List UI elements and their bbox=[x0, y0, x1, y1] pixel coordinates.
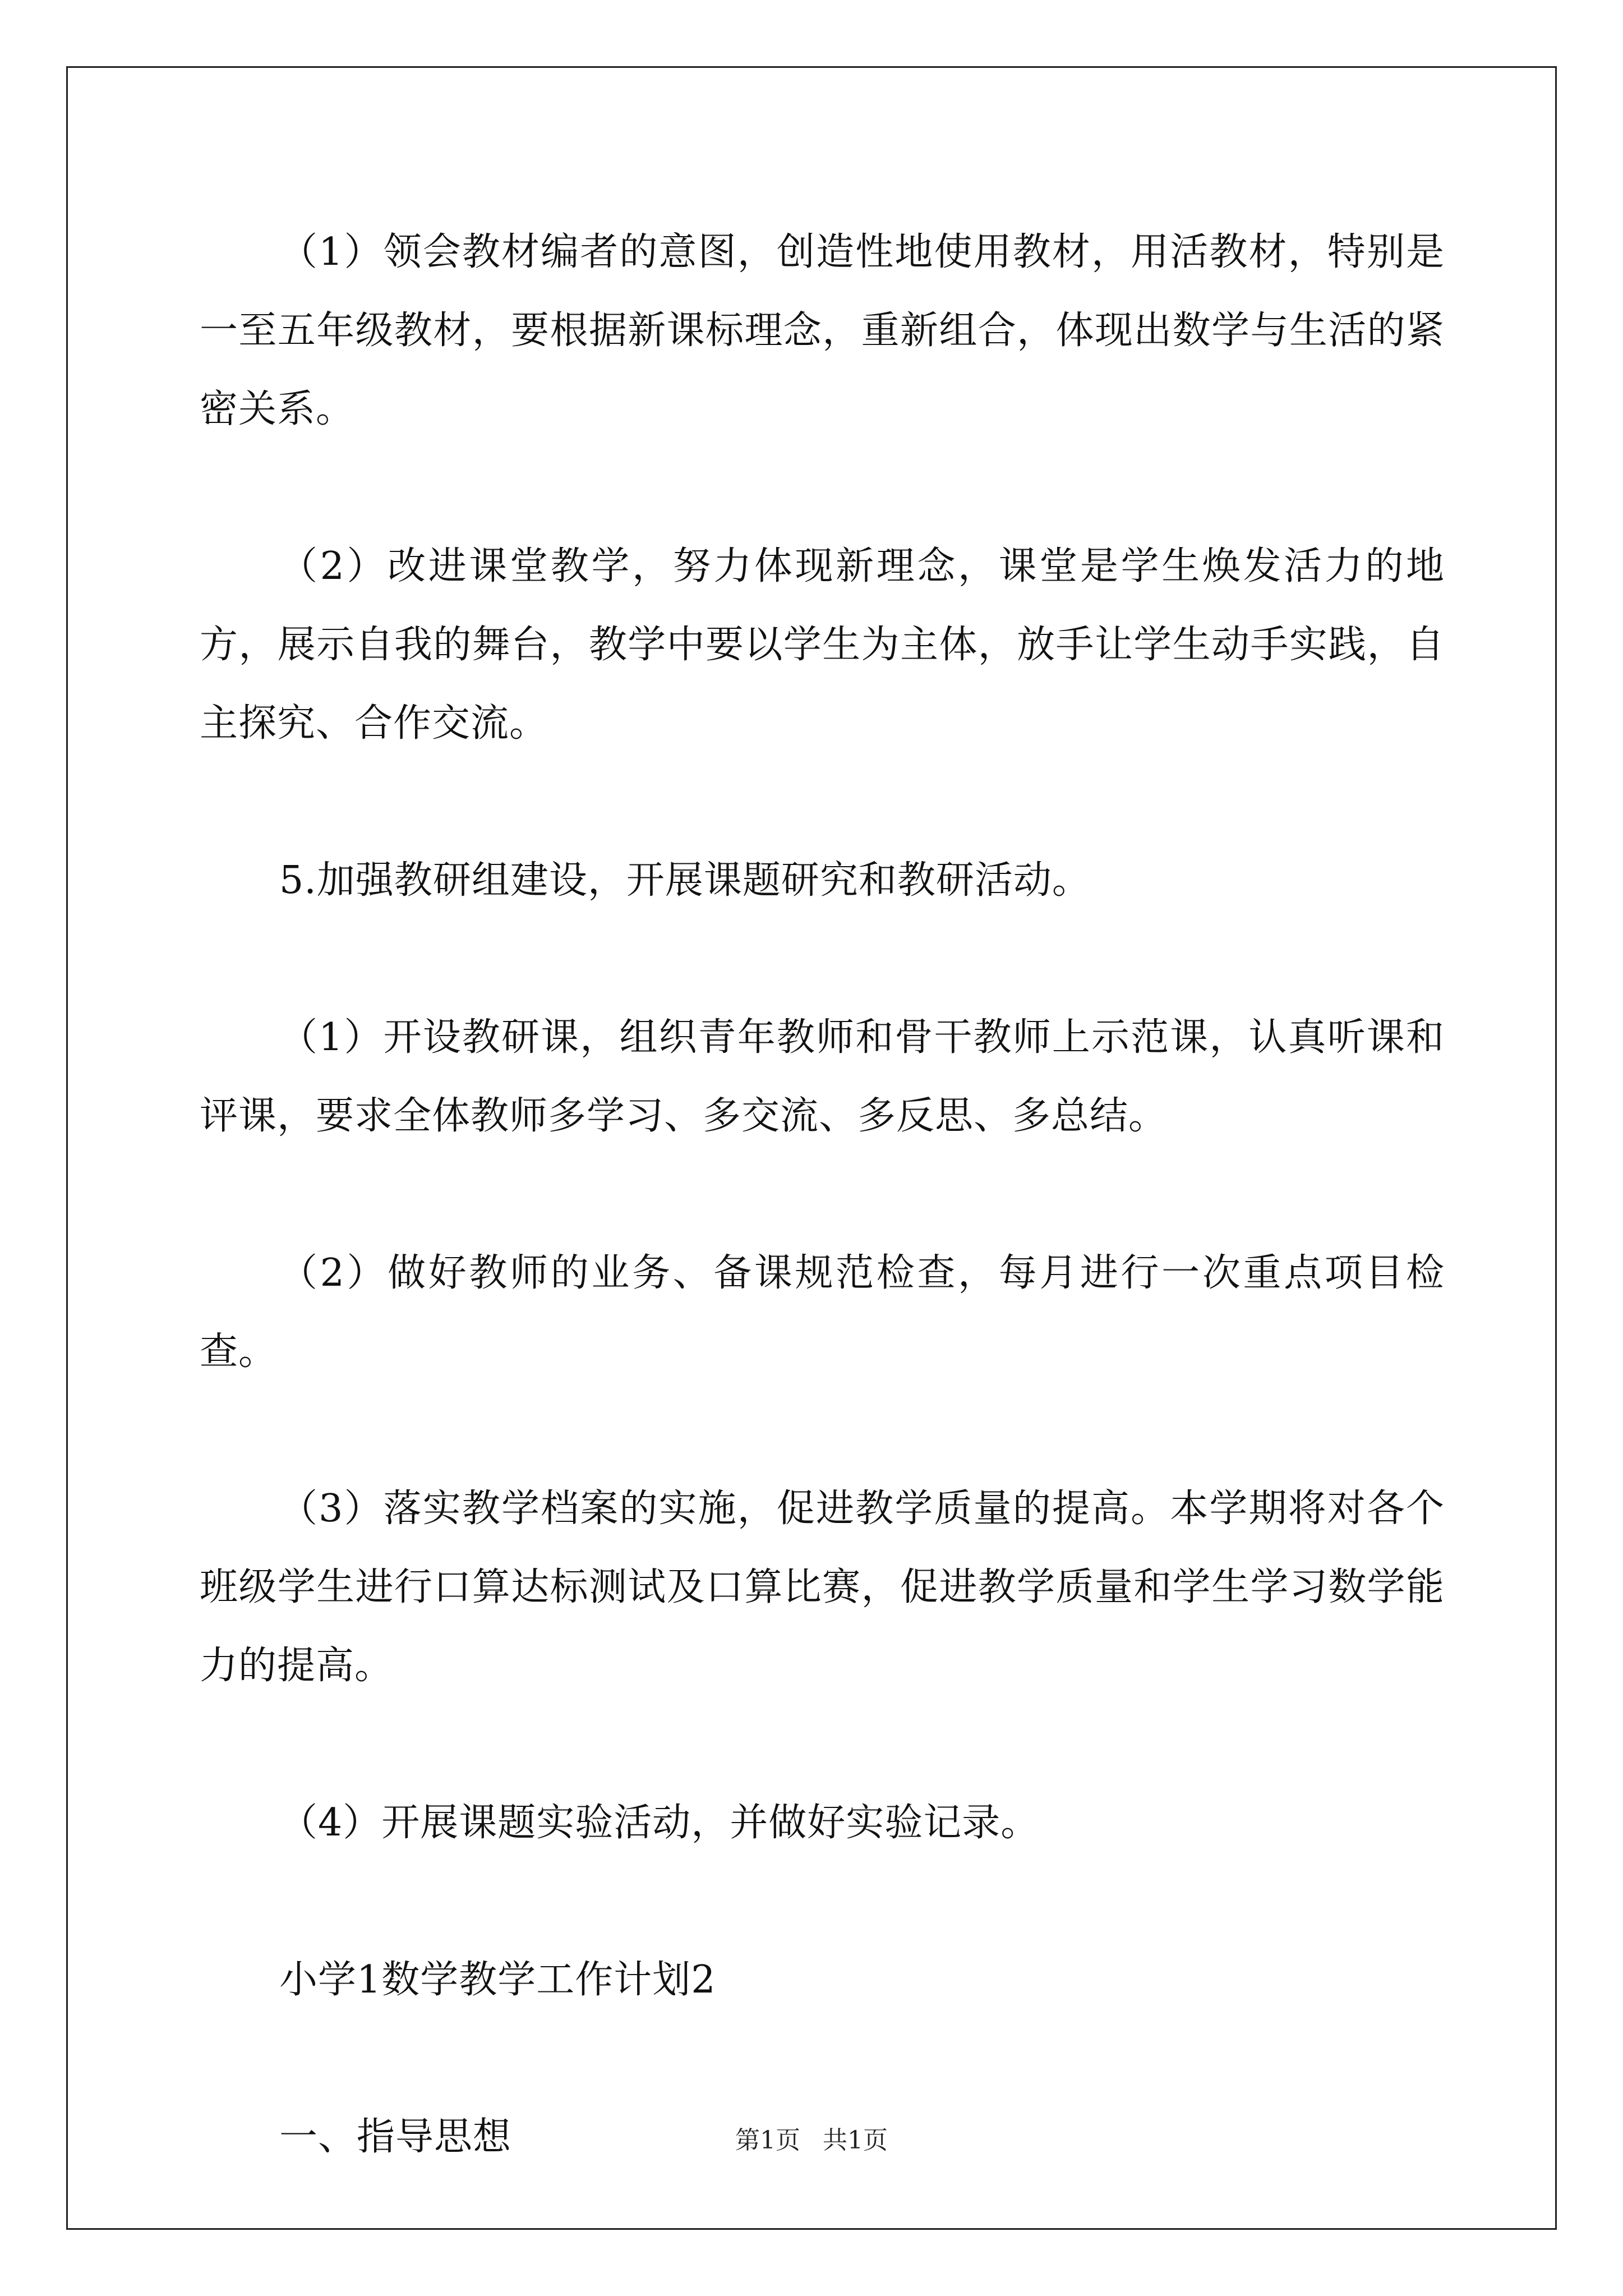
document-body bbox=[200, 213, 1445, 2255]
page-number-total: 共1页 bbox=[823, 2126, 888, 2155]
paragraph: 5.加强教研组建设，开展课题研究和教研活动。 bbox=[279, 858, 1091, 903]
paragraph: （2）改进课堂教学，努力体现新理念，课堂是学生焕发活力的地方，展示自我的舞台，教学中要以学生为主体，放手让学生动手实践，自主探究、合作交流。 bbox=[200, 544, 1445, 746]
paragraph: （3）落实教学档案的实施，促进教学质量的提高。本学期将对各个班级学生进行口算达标测试及口算比赛，促进教学质量和学生学习数学能力的提高。 bbox=[200, 1487, 1445, 1688]
paragraph: （1）开设教研课，组织青年教师和骨干教师上示范课，认真听课和评课，要求全体教师多学习、多交流、多反思、多总结。 bbox=[200, 1015, 1445, 1138]
paragraph: （1）领会教材编者的意图，创造性地使用教材，用活教材，特别是一至五年级教材，要根据新课标理念，重新组合，体现出数学与生活的紧密关系。 bbox=[200, 230, 1445, 431]
section-title: 小学1数学教学工作计划2 bbox=[279, 1958, 716, 2002]
paragraph: （4）开展课题实验活动，并做好实验记录。 bbox=[279, 1801, 1040, 1845]
paragraph: （2）做好教师的业务、备课规范检查，每月进行一次重点项目检查。 bbox=[200, 1251, 1445, 1374]
page-number-current: 第1页 bbox=[735, 2126, 800, 2155]
section-heading: 一、指导思想 bbox=[279, 2115, 512, 2159]
page-footer bbox=[0, 2124, 1623, 2157]
